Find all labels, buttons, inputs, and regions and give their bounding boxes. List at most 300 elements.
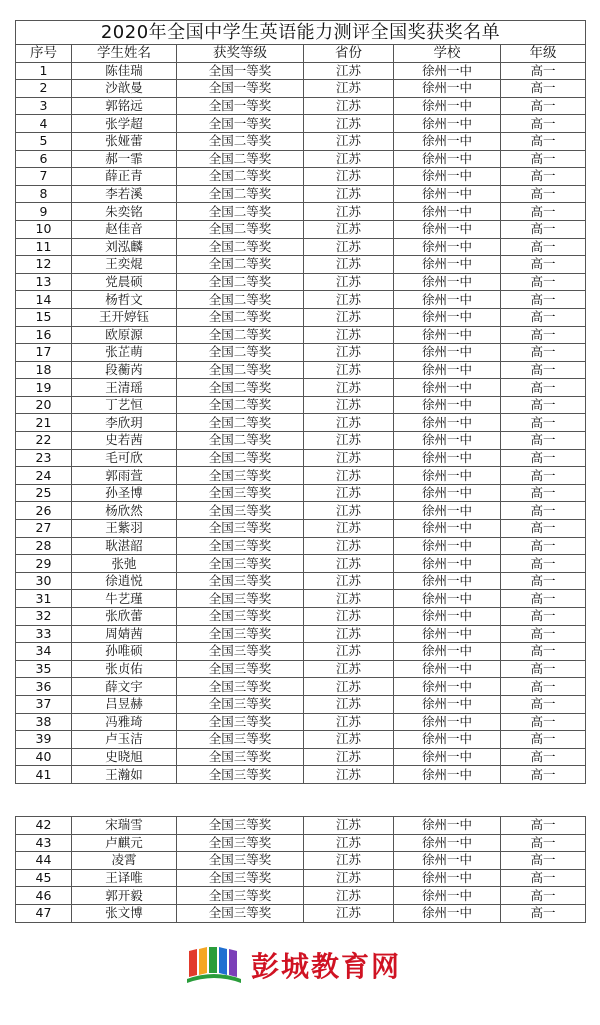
cell-index: 44: [16, 852, 72, 870]
cell-school: 徐州一中: [394, 203, 501, 221]
table-row: [16, 449, 586, 467]
table-row: [16, 869, 586, 887]
cell-grade: 高一: [501, 887, 586, 905]
cell-index: 19: [16, 379, 72, 397]
cell-student-name: 丁艺恒: [72, 396, 177, 414]
cell-grade: 高一: [501, 572, 586, 590]
cell-index: 1: [16, 62, 72, 80]
cell-student-name: 孙圣博: [72, 484, 177, 502]
cell-student-name: 卢玉洁: [72, 731, 177, 749]
cell-grade: 高一: [501, 713, 586, 731]
page-title: 2020年全国中学生英语能力测评全国奖获奖名单: [16, 21, 586, 45]
cell-school: 徐州一中: [394, 308, 501, 326]
cell-school: 徐州一中: [394, 852, 501, 870]
cell-student-name: 张欣蕾: [72, 608, 177, 626]
cell-student-name: 沙歆曼: [72, 80, 177, 98]
cell-school: 徐州一中: [394, 361, 501, 379]
table-row: [16, 817, 586, 835]
cell-award-level: 全国三等奖: [177, 625, 304, 643]
cell-index: 43: [16, 834, 72, 852]
cell-grade: 高一: [501, 555, 586, 573]
cell-award-level: 全国二等奖: [177, 273, 304, 291]
cell-province: 江苏: [304, 344, 394, 362]
cell-grade: 高一: [501, 396, 586, 414]
cell-award-level: 全国二等奖: [177, 361, 304, 379]
cell-index: 7: [16, 168, 72, 186]
table-row: [16, 256, 586, 274]
cell-index: 42: [16, 817, 72, 835]
cell-student-name: 郭雨萱: [72, 467, 177, 485]
cell-index: 38: [16, 713, 72, 731]
cell-student-name: 张弛: [72, 555, 177, 573]
cell-index: 12: [16, 256, 72, 274]
cell-school: 徐州一中: [394, 97, 501, 115]
cell-province: 江苏: [304, 572, 394, 590]
cell-province: 江苏: [304, 308, 394, 326]
cell-student-name: 刘泓麟: [72, 238, 177, 256]
cell-award-level: 全国三等奖: [177, 484, 304, 502]
cell-award-level: 全国二等奖: [177, 291, 304, 309]
cell-grade: 高一: [501, 678, 586, 696]
cell-student-name: 凌霄: [72, 852, 177, 870]
column-header-name: 学生姓名: [72, 45, 177, 63]
cell-award-level: 全国二等奖: [177, 238, 304, 256]
cell-province: 江苏: [304, 132, 394, 150]
cell-index: 35: [16, 660, 72, 678]
cell-award-level: 全国三等奖: [177, 608, 304, 626]
cell-grade: 高一: [501, 308, 586, 326]
cell-province: 江苏: [304, 432, 394, 450]
cell-grade: 高一: [501, 484, 586, 502]
cell-student-name: 耿湛韶: [72, 537, 177, 555]
cell-award-level: 全国二等奖: [177, 256, 304, 274]
cell-index: 17: [16, 344, 72, 362]
table-row: [16, 766, 586, 784]
cell-school: 徐州一中: [394, 678, 501, 696]
cell-student-name: 史晓旭: [72, 748, 177, 766]
table-row: [16, 150, 586, 168]
cell-index: 31: [16, 590, 72, 608]
cell-grade: 高一: [501, 220, 586, 238]
cell-student-name: 王瀚如: [72, 766, 177, 784]
cell-grade: 高一: [501, 766, 586, 784]
cell-province: 江苏: [304, 817, 394, 835]
cell-grade: 高一: [501, 168, 586, 186]
cell-index: 16: [16, 326, 72, 344]
cell-award-level: 全国三等奖: [177, 660, 304, 678]
cell-index: 30: [16, 572, 72, 590]
cell-grade: 高一: [501, 852, 586, 870]
cell-grade: 高一: [501, 590, 586, 608]
title-row: [16, 21, 586, 45]
cell-province: 江苏: [304, 766, 394, 784]
cell-award-level: 全国三等奖: [177, 731, 304, 749]
cell-school: 徐州一中: [394, 467, 501, 485]
cell-school: 徐州一中: [394, 168, 501, 186]
cell-school: 徐州一中: [394, 256, 501, 274]
cell-province: 江苏: [304, 326, 394, 344]
cell-index: 27: [16, 520, 72, 538]
cell-index: 36: [16, 678, 72, 696]
cell-school: 徐州一中: [394, 660, 501, 678]
cell-province: 江苏: [304, 608, 394, 626]
cell-award-level: 全国三等奖: [177, 467, 304, 485]
table-row: [16, 379, 586, 397]
cell-index: 25: [16, 484, 72, 502]
cell-award-level: 全国三等奖: [177, 537, 304, 555]
cell-school: 徐州一中: [394, 379, 501, 397]
cell-index: 6: [16, 150, 72, 168]
cell-province: 江苏: [304, 731, 394, 749]
table-row: [16, 238, 586, 256]
cell-grade: 高一: [501, 904, 586, 922]
cell-grade: 高一: [501, 379, 586, 397]
cell-province: 江苏: [304, 904, 394, 922]
cell-province: 江苏: [304, 379, 394, 397]
cell-school: 徐州一中: [394, 555, 501, 573]
cell-index: 39: [16, 731, 72, 749]
cell-grade: 高一: [501, 238, 586, 256]
cell-school: 徐州一中: [394, 80, 501, 98]
site-logo: [185, 945, 401, 985]
table-row: [16, 625, 586, 643]
cell-province: 江苏: [304, 291, 394, 309]
cell-grade: 高一: [501, 132, 586, 150]
cell-index: 20: [16, 396, 72, 414]
cell-award-level: 全国二等奖: [177, 396, 304, 414]
cell-grade: 高一: [501, 869, 586, 887]
cell-grade: 高一: [501, 660, 586, 678]
cell-index: 22: [16, 432, 72, 450]
cell-school: 徐州一中: [394, 643, 501, 661]
cell-province: 江苏: [304, 62, 394, 80]
cell-award-level: 全国三等奖: [177, 713, 304, 731]
cell-award-level: 全国三等奖: [177, 834, 304, 852]
cell-index: 40: [16, 748, 72, 766]
award-table-continued: [15, 816, 586, 923]
table-row: [16, 904, 586, 922]
cell-award-level: 全国三等奖: [177, 678, 304, 696]
cell-student-name: 王译唯: [72, 869, 177, 887]
cell-student-name: 张文博: [72, 904, 177, 922]
cell-province: 江苏: [304, 678, 394, 696]
table-body-part1: [16, 62, 586, 783]
cell-school: 徐州一中: [394, 748, 501, 766]
cell-school: 徐州一中: [394, 273, 501, 291]
cell-award-level: 全国二等奖: [177, 203, 304, 221]
cell-province: 江苏: [304, 449, 394, 467]
cell-student-name: 朱奕铭: [72, 203, 177, 221]
cell-award-level: 全国二等奖: [177, 449, 304, 467]
cell-school: 徐州一中: [394, 115, 501, 133]
cell-student-name: 孙唯硕: [72, 643, 177, 661]
table-row: [16, 695, 586, 713]
books-logo-icon: [185, 945, 243, 985]
cell-award-level: 全国三等奖: [177, 887, 304, 905]
cell-province: 江苏: [304, 150, 394, 168]
cell-award-level: 全国三等奖: [177, 572, 304, 590]
cell-province: 江苏: [304, 484, 394, 502]
cell-index: 3: [16, 97, 72, 115]
cell-grade: 高一: [501, 80, 586, 98]
table-row: [16, 414, 586, 432]
cell-province: 江苏: [304, 555, 394, 573]
cell-grade: 高一: [501, 150, 586, 168]
cell-school: 徐州一中: [394, 150, 501, 168]
cell-grade: 高一: [501, 344, 586, 362]
table-row: [16, 608, 586, 626]
cell-award-level: 全国二等奖: [177, 168, 304, 186]
cell-index: 10: [16, 220, 72, 238]
cell-grade: 高一: [501, 97, 586, 115]
cell-student-name: 薛文宇: [72, 678, 177, 696]
cell-grade: 高一: [501, 731, 586, 749]
cell-student-name: 张学超: [72, 115, 177, 133]
cell-grade: 高一: [501, 185, 586, 203]
cell-school: 徐州一中: [394, 396, 501, 414]
cell-grade: 高一: [501, 291, 586, 309]
cell-province: 江苏: [304, 273, 394, 291]
table-row: [16, 80, 586, 98]
cell-province: 江苏: [304, 713, 394, 731]
table-row: [16, 731, 586, 749]
cell-school: 徐州一中: [394, 904, 501, 922]
cell-school: 徐州一中: [394, 344, 501, 362]
cell-school: 徐州一中: [394, 537, 501, 555]
cell-student-name: 薛正青: [72, 168, 177, 186]
cell-grade: 高一: [501, 625, 586, 643]
cell-student-name: 牛艺瑾: [72, 590, 177, 608]
cell-grade: 高一: [501, 361, 586, 379]
cell-award-level: 全国一等奖: [177, 80, 304, 98]
cell-province: 江苏: [304, 695, 394, 713]
cell-province: 江苏: [304, 220, 394, 238]
cell-student-name: 郝一霏: [72, 150, 177, 168]
cell-award-level: 全国二等奖: [177, 432, 304, 450]
table-row: [16, 555, 586, 573]
table-row: [16, 62, 586, 80]
cell-grade: 高一: [501, 115, 586, 133]
cell-school: 徐州一中: [394, 432, 501, 450]
cell-student-name: 李欣玥: [72, 414, 177, 432]
cell-award-level: 全国一等奖: [177, 97, 304, 115]
cell-student-name: 张娅蕾: [72, 132, 177, 150]
cell-province: 江苏: [304, 748, 394, 766]
cell-province: 江苏: [304, 537, 394, 555]
cell-award-level: 全国二等奖: [177, 379, 304, 397]
table-row: [16, 291, 586, 309]
cell-school: 徐州一中: [394, 502, 501, 520]
header-row: [16, 45, 586, 63]
cell-grade: 高一: [501, 467, 586, 485]
table-row: [16, 502, 586, 520]
cell-province: 江苏: [304, 115, 394, 133]
cell-student-name: 毛可欣: [72, 449, 177, 467]
cell-province: 江苏: [304, 590, 394, 608]
table-body-part2: [16, 817, 586, 923]
cell-award-level: 全国三等奖: [177, 852, 304, 870]
cell-student-name: 党晨硕: [72, 273, 177, 291]
cell-award-level: 全国三等奖: [177, 590, 304, 608]
cell-school: 徐州一中: [394, 238, 501, 256]
cell-index: 23: [16, 449, 72, 467]
cell-province: 江苏: [304, 97, 394, 115]
cell-grade: 高一: [501, 748, 586, 766]
cell-index: 15: [16, 308, 72, 326]
table-row: [16, 396, 586, 414]
cell-index: 28: [16, 537, 72, 555]
column-header-award: 获奖等级: [177, 45, 304, 63]
cell-student-name: 欧原源: [72, 326, 177, 344]
cell-province: 江苏: [304, 869, 394, 887]
cell-index: 45: [16, 869, 72, 887]
table-row: [16, 220, 586, 238]
cell-award-level: 全国三等奖: [177, 502, 304, 520]
cell-province: 江苏: [304, 887, 394, 905]
award-list-continuation: [15, 816, 586, 923]
cell-award-level: 全国三等奖: [177, 748, 304, 766]
cell-province: 江苏: [304, 80, 394, 98]
column-header-school: 学校: [394, 45, 501, 63]
cell-index: 21: [16, 414, 72, 432]
cell-province: 江苏: [304, 185, 394, 203]
table-row: [16, 361, 586, 379]
cell-student-name: 段蘅芮: [72, 361, 177, 379]
cell-school: 徐州一中: [394, 414, 501, 432]
cell-award-level: 全国三等奖: [177, 555, 304, 573]
cell-grade: 高一: [501, 326, 586, 344]
cell-grade: 高一: [501, 817, 586, 835]
cell-student-name: 杨欣然: [72, 502, 177, 520]
table-row: [16, 168, 586, 186]
cell-province: 江苏: [304, 520, 394, 538]
cell-index: 2: [16, 80, 72, 98]
cell-student-name: 吕昱赫: [72, 695, 177, 713]
cell-school: 徐州一中: [394, 625, 501, 643]
cell-student-name: 徐逍悦: [72, 572, 177, 590]
cell-school: 徐州一中: [394, 608, 501, 626]
cell-award-level: 全国三等奖: [177, 643, 304, 661]
cell-index: 32: [16, 608, 72, 626]
cell-province: 江苏: [304, 660, 394, 678]
table-row: [16, 273, 586, 291]
table-row: [16, 678, 586, 696]
cell-school: 徐州一中: [394, 731, 501, 749]
cell-student-name: 郭开毅: [72, 887, 177, 905]
table-row: [16, 97, 586, 115]
cell-student-name: 杨哲文: [72, 291, 177, 309]
cell-index: 4: [16, 115, 72, 133]
cell-index: 47: [16, 904, 72, 922]
cell-student-name: 冯雅琦: [72, 713, 177, 731]
table-row: [16, 852, 586, 870]
table-row: [16, 185, 586, 203]
cell-school: 徐州一中: [394, 220, 501, 238]
cell-award-level: 全国二等奖: [177, 132, 304, 150]
cell-award-level: 全国三等奖: [177, 904, 304, 922]
cell-award-level: 全国二等奖: [177, 308, 304, 326]
table-row: [16, 834, 586, 852]
cell-grade: 高一: [501, 203, 586, 221]
cell-school: 徐州一中: [394, 326, 501, 344]
table-row: [16, 590, 586, 608]
cell-index: 18: [16, 361, 72, 379]
cell-school: 徐州一中: [394, 590, 501, 608]
cell-grade: 高一: [501, 520, 586, 538]
cell-grade: 高一: [501, 62, 586, 80]
cell-province: 江苏: [304, 852, 394, 870]
cell-grade: 高一: [501, 273, 586, 291]
cell-province: 江苏: [304, 396, 394, 414]
cell-index: 37: [16, 695, 72, 713]
cell-province: 江苏: [304, 203, 394, 221]
cell-award-level: 全国二等奖: [177, 185, 304, 203]
cell-school: 徐州一中: [394, 291, 501, 309]
table-row: [16, 344, 586, 362]
logo-text: 彭城教育网: [251, 950, 402, 983]
cell-student-name: 宋瑞雪: [72, 817, 177, 835]
cell-province: 江苏: [304, 834, 394, 852]
cell-student-name: 王开婷钰: [72, 308, 177, 326]
cell-province: 江苏: [304, 414, 394, 432]
table-row: [16, 713, 586, 731]
cell-school: 徐州一中: [394, 62, 501, 80]
cell-student-name: 周婧茜: [72, 625, 177, 643]
cell-grade: 高一: [501, 834, 586, 852]
table-row: [16, 467, 586, 485]
cell-index: 13: [16, 273, 72, 291]
cell-school: 徐州一中: [394, 484, 501, 502]
cell-province: 江苏: [304, 643, 394, 661]
cell-award-level: 全国一等奖: [177, 115, 304, 133]
table-row: [16, 887, 586, 905]
cell-index: 33: [16, 625, 72, 643]
cell-award-level: 全国一等奖: [177, 62, 304, 80]
cell-grade: 高一: [501, 449, 586, 467]
column-header-index: 序号: [16, 45, 72, 63]
cell-grade: 高一: [501, 256, 586, 274]
cell-school: 徐州一中: [394, 695, 501, 713]
cell-province: 江苏: [304, 467, 394, 485]
cell-student-name: 李若溪: [72, 185, 177, 203]
column-header-grade: 年级: [501, 45, 586, 63]
cell-award-level: 全国二等奖: [177, 326, 304, 344]
cell-school: 徐州一中: [394, 572, 501, 590]
cell-student-name: 张芷萌: [72, 344, 177, 362]
cell-index: 8: [16, 185, 72, 203]
table-row: [16, 484, 586, 502]
cell-grade: 高一: [501, 502, 586, 520]
cell-award-level: 全国二等奖: [177, 150, 304, 168]
cell-grade: 高一: [501, 608, 586, 626]
cell-province: 江苏: [304, 256, 394, 274]
cell-index: 41: [16, 766, 72, 784]
cell-award-level: 全国三等奖: [177, 869, 304, 887]
cell-student-name: 张贞佑: [72, 660, 177, 678]
table-row: [16, 660, 586, 678]
cell-province: 江苏: [304, 625, 394, 643]
cell-grade: 高一: [501, 414, 586, 432]
column-header-province: 省份: [304, 45, 394, 63]
table-row: [16, 537, 586, 555]
cell-province: 江苏: [304, 361, 394, 379]
cell-school: 徐州一中: [394, 185, 501, 203]
cell-school: 徐州一中: [394, 449, 501, 467]
cell-award-level: 全国三等奖: [177, 766, 304, 784]
cell-award-level: 全国二等奖: [177, 220, 304, 238]
cell-index: 26: [16, 502, 72, 520]
cell-award-level: 全国三等奖: [177, 695, 304, 713]
